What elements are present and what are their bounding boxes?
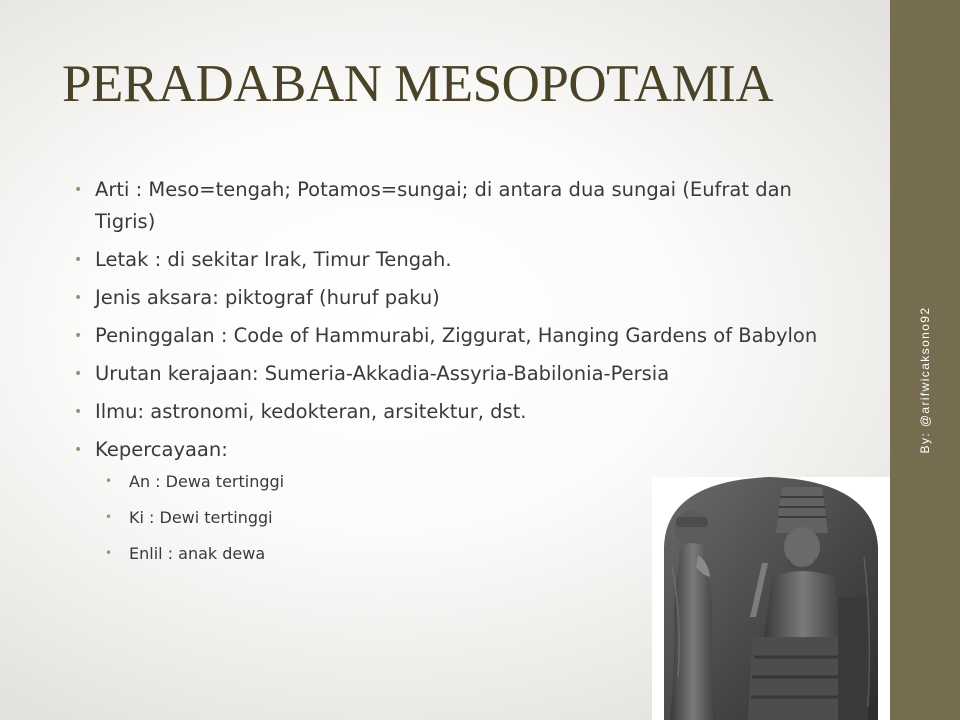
bullet-science: • Ilmu: astronomi, kedokteran, arsitektur, dst. xyxy=(74,396,834,428)
sub-bullet-enlil: • Enlil : anak dewa xyxy=(103,542,834,565)
bullet-script: • Jenis aksara: piktograf (huruf paku) xyxy=(74,282,834,314)
bullet-kingdoms: • Urutan kerajaan: Sumeria-Akkadia-Assyria-Babilonia-Persia xyxy=(74,358,834,390)
sub-bullet-ki: • Ki : Dewi tertinggi xyxy=(103,506,834,529)
slide-title: PERADABAN MESOPOTAMIA xyxy=(62,55,774,113)
bullet-beliefs-label: Kepercayaan: xyxy=(95,438,228,461)
stele-relief-image xyxy=(652,477,890,720)
sub-bullet-an: • An : Dewa tertinggi xyxy=(103,470,834,493)
hammurabi-stele-photo xyxy=(652,477,890,720)
author-credit: By: @arifwicaksono92 xyxy=(918,306,932,454)
bullet-heritage: • Peninggalan : Code of Hammurabi, Ziggurat, Hanging Gardens of Babylon xyxy=(74,320,834,352)
bullet-location: • Letak : di sekitar Irak, Timur Tengah. xyxy=(74,244,834,276)
bullet-meaning: • Arti : Meso=tengah; Potamos=sungai; di antara dua sungai (Eufrat dan Tigris) xyxy=(74,174,834,238)
